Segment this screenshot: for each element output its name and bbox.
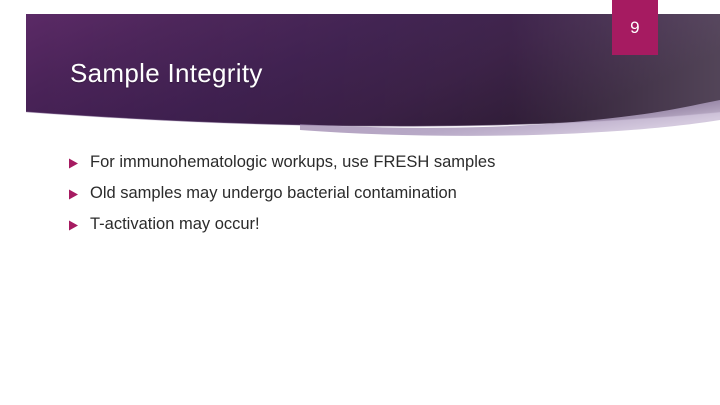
triangle-bullet-icon [68, 214, 84, 231]
bullet-text: For immunohematologic workups, use FRESH samples [90, 153, 496, 171]
slide-body [68, 152, 628, 244]
list-item [68, 152, 628, 174]
slide-number-badge [612, 0, 658, 55]
triangle-bullet-icon [68, 183, 84, 200]
bullet-text: Old samples may undergo bacterial contamination [90, 183, 457, 202]
list-item [68, 214, 628, 236]
bullet-text: T-activation may occur! [90, 214, 260, 233]
page-title: Sample Integrity [70, 58, 263, 88]
triangle-bullet-icon [68, 152, 84, 169]
list-item [68, 183, 628, 205]
slide-number-label: 9 [630, 17, 640, 37]
